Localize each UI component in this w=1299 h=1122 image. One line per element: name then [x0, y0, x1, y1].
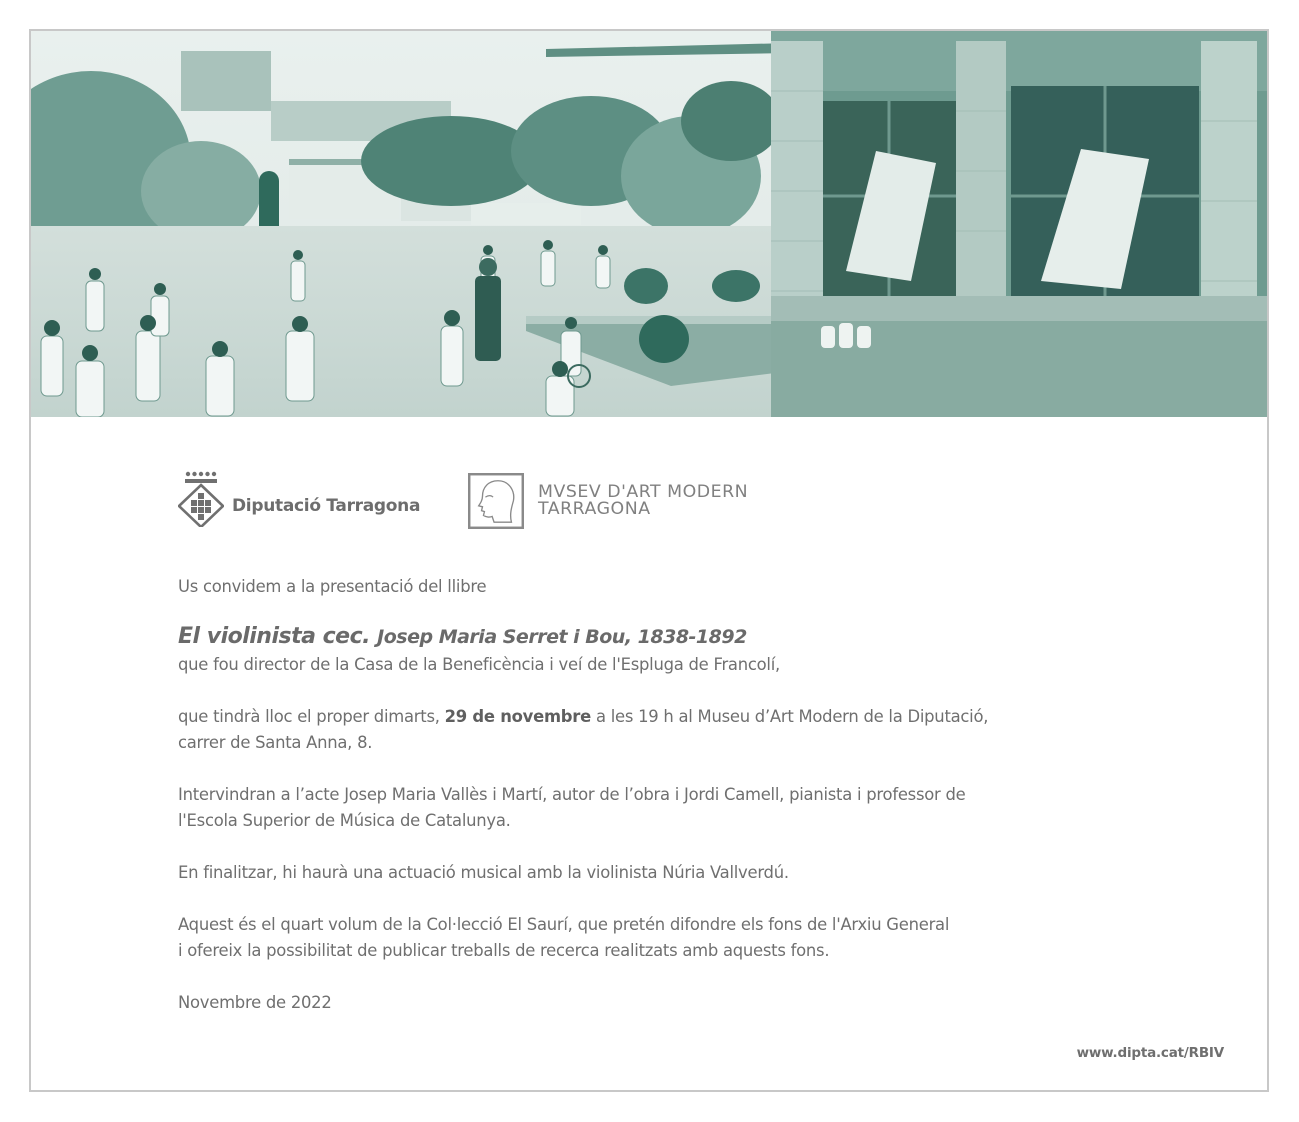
diputacio-name: Diputació Tarragona — [232, 496, 421, 516]
event-post: a les 19 h al Museu d’Art Modern de la Diputació, — [590, 707, 989, 726]
invitation-card — [29, 29, 1269, 1092]
intro-text: Us convidem a la presentació del llibre — [178, 577, 487, 596]
website-link[interactable]: www.dipta.cat/RBIV — [1076, 1045, 1224, 1061]
event-date: 29 de novembre — [444, 707, 591, 726]
museu-name — [538, 482, 749, 519]
speakers-line2: l'Escola Superior de Música de Catalunya. — [178, 811, 511, 830]
event-address: carrer de Santa Anna, 8. — [178, 733, 373, 752]
dateline: Novembre de 2022 — [178, 993, 332, 1012]
diputacio-logo — [178, 471, 448, 527]
event-details — [178, 704, 1138, 730]
book-title-main: El violinista cec. — [178, 624, 370, 649]
event-pre: que tindrà lloc el proper dimarts, — [178, 707, 445, 726]
speakers-line1: Intervindran a l’acte Josep Maria Vallès i Martí, autor de l’obra i Jordi Camell, pianista i professor de — [178, 785, 966, 804]
museu-logo — [468, 472, 788, 530]
collection-line2: i ofereix la possibilitat de publicar treballs de recerca realitzats amb aquests fons. — [178, 941, 830, 960]
historic-photo-banner — [31, 31, 1267, 417]
museu-name-line1: MVSEV D'ART MODERN — [538, 482, 749, 502]
book-subtitle: Josep Maria Serret i Bou, 1838-1892 — [377, 626, 747, 648]
book-description: que fou director de la Casa de la Beneficència i veí de l'Espluga de Francolí, — [178, 655, 780, 674]
invitation-text — [178, 574, 1138, 1016]
museu-head-profile-icon — [468, 473, 524, 529]
museu-name-line2: TARRAGONA — [538, 499, 651, 519]
diputacio-crest-icon — [178, 471, 224, 527]
performance-text: En finalitzar, hi haurà una actuació musical amb la violinista Núria Vallverdú. — [178, 863, 789, 882]
book-title — [178, 622, 1138, 652]
collection-line1: Aquest és el quart volum de la Col·lecció El Saurí, que pretén difondre els fons de l'Arxiu General — [178, 915, 950, 934]
